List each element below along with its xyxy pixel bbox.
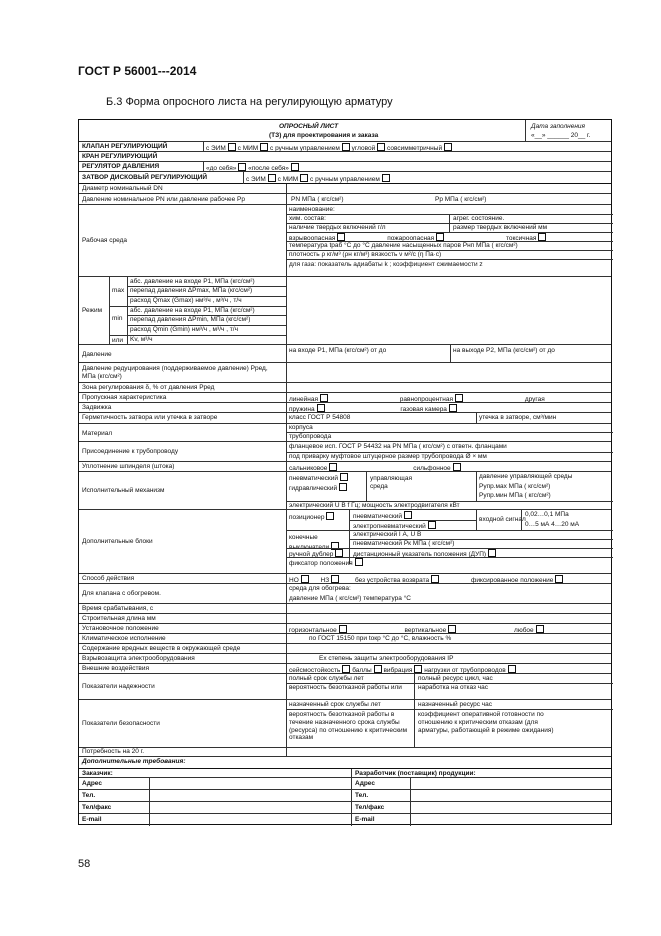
pressure-out[interactable]: на выходе P2, МПа (кгс/см²) от до [453,347,555,354]
pos-pneumatic: пневматический [353,511,412,521]
rel-mtbf[interactable]: наработка на отказ час [418,684,489,691]
checkbox[interactable] [449,404,457,412]
checkbox[interactable] [355,558,363,566]
ext-label: Внешние воздействия [82,665,150,672]
actuator-pmin[interactable]: Pупр.мин МПа ( кгс/см²) [479,492,551,499]
checkbox[interactable] [342,143,350,151]
actuator-control-pressure: давление управляющей среды [479,473,573,480]
type-disc-options: с ЭИМ с МИМ с ручным управлением [246,174,390,184]
form-subtitle: (ТЗ) для проектирования и заказа [269,132,379,139]
mode-kv: Kv, м³/ч [130,336,153,343]
customer-label: Заказчик: [82,770,113,777]
pressure-in[interactable]: на входе P1, МПа (кгс/см²) от до [289,347,387,354]
seal-row [79,462,611,472]
valve-options: пружина газовая камера [289,404,457,414]
medium-gas[interactable]: для газа: показатель адиабаты k ; коэффициент сжимаемости z [289,261,483,268]
limit-switches: конечные выключатели [289,534,345,552]
mode-r3: расход Qmax (Gmax) нм³/ч , м³/ч , т/ч [130,297,242,304]
length-row [79,614,611,624]
input-signal: входной сигнал [479,516,526,523]
medium-chem[interactable]: хим. состав: [289,215,326,222]
reg-label: Давление редуцирования (поддерживаемое давление) Pред, МПа (кгс/см²) [82,365,268,380]
checkbox[interactable] [339,483,347,491]
signal-pressure[interactable]: 0,02…0,1 МПа [525,511,569,518]
checkbox[interactable] [260,143,268,151]
flow-options: линейная равнопроцентная другая [289,396,545,403]
checkbox[interactable] [329,463,337,471]
checkbox[interactable] [337,233,345,241]
checkbox[interactable] [382,174,390,182]
mode-r6: расход Qmin (Gmin) нм³/ч , м³/ч , т/ч [130,326,238,333]
actuator-pneumatic: пневматический [289,473,348,483]
developer-label: Разработчик (поставщик) продукции: [355,770,476,777]
pp-value[interactable]: Pр МПа ( кгс/см²) [435,196,487,203]
rel-life[interactable]: полный срок службы лет [289,675,364,682]
checkbox[interactable] [555,575,563,583]
material-row [79,424,611,442]
material-body[interactable]: корпуса [289,424,313,431]
dn-label: Диаметр номинальный DN [82,185,163,192]
checkbox[interactable] [448,625,456,633]
ext-row [79,664,611,674]
checkbox[interactable] [320,394,328,402]
mode-r4: абс. давление на входе P1, МПа (кгс/см²) [130,307,255,314]
switch-electric[interactable]: электрический I А, U В [353,531,422,538]
conn-label: Присоединение к трубопроводу [82,448,179,455]
developer-phone[interactable]: Тел. [355,792,369,799]
medium-block [79,205,611,277]
checkbox[interactable] [455,394,463,402]
developer-address[interactable]: Адрес [355,780,375,787]
pn-value[interactable]: PN МПа ( кгс/см²) [291,196,344,203]
need-row [79,748,611,757]
medium-solid-size[interactable]: размер твердых включений мм [453,224,548,231]
mode-max: max [112,287,125,294]
pressure-label: Давление [82,351,112,358]
footer-head [79,769,611,778]
climate-value[interactable]: по ГОСТ 15150 при tокр °С до °С, влажность % [309,635,452,642]
checkbox[interactable] [538,233,546,241]
medium-temp[interactable]: температура tраб °С до °С давление насыщенных паров Pнп МПа ( кгс/см²) [289,242,518,249]
type-regulator-row [79,162,611,172]
mode-label: Режим [82,307,103,314]
positioner: позиционер [289,512,334,522]
developer-email[interactable]: E-mail [355,816,375,823]
mode-r2: перепад давления ΔPmax, МПа (кгс/см²) [130,287,253,294]
tight-class[interactable]: класс ГОСТ Р 54808 [289,414,351,421]
pn-label: Давление номинальное PN или давление рабочее Pр [82,196,245,203]
checkbox[interactable] [331,575,339,583]
ext-options: сейсмостойкость баллы вибрация нагрузки от трубопроводов [289,665,516,675]
mode-r1: абс. давление на входе P1, МПа (кгс/см²) [130,278,255,285]
safety-row [79,700,611,748]
actuator-pmax[interactable]: Pупр.мах МПа ( кгс/см²) [479,483,551,490]
time-label: Время срабатывания, с [82,605,154,612]
checkbox[interactable] [228,143,236,151]
type-valve-row [79,142,611,152]
rel-resource[interactable]: полный ресурс цикл, час [418,675,493,682]
pos-electropneumatic: электропневматический [353,521,436,531]
remote-indicator: дистанционный указатель положения (ДУП) [353,549,496,559]
actuator-label: Исполнительный механизм [82,487,165,494]
footer-address [79,778,611,790]
actuator-hydraulic: гидравлический [289,483,347,493]
saf-readiness[interactable]: коэффициент оперативной готовности по отношению к критическим отказам (для арматуры, работающей в режиме ожидания) [418,711,554,734]
checkbox[interactable] [374,665,382,673]
date-value[interactable]: «__» ______ 20__ г. [531,132,591,139]
reg-row [79,363,611,383]
customer-email[interactable]: E-mail [82,816,102,823]
medium-name[interactable]: наименование: [289,206,335,213]
add-row [79,757,611,769]
action-label: Способ действия [82,575,135,582]
type-crane-label: КРАН РЕГУЛИРУЮЩИЙ [82,153,158,160]
saf-life[interactable]: назначенный срок службы лет [289,701,381,708]
type-valve-options: с ЭИМ с МИМ с ручным управлением угловой совсимметричный [206,143,452,153]
tight-row [79,413,611,424]
flow-row [79,393,611,403]
footer-email [79,814,611,825]
climate-label: Климатическое исполнение [82,635,166,642]
reliability-label: Показатели надежности [82,683,155,690]
install-options: горизонтальное вертикальное любое [289,625,544,635]
blocks-label: Дополнительные блоки [82,538,153,545]
checkbox[interactable] [342,665,350,673]
ex-label: Взрывозащита электрооборудования [82,655,195,662]
customer-address[interactable]: Адрес [82,780,102,787]
checkbox[interactable] [300,174,308,182]
section-title: Б.3 Форма опросного листа на регулирующую арматуру [106,96,393,108]
footer-phone [79,790,611,802]
rel-probability[interactable]: вероятность безотказной работы или [289,684,402,691]
climate-row [79,634,611,644]
medium-density[interactable]: плотность ρ кг/м³ (ρн кг/м³) вязкость ν м²/с (η Па·с) [289,251,442,258]
checkbox[interactable] [428,521,436,529]
need-label: Потребность на 20 г. [82,748,145,755]
checkbox[interactable] [536,625,544,633]
add-label: Дополнительные требования: [82,758,186,765]
action-options: НО НЗ без устройства возврата фиксированное положение [289,575,563,585]
tight-leak[interactable]: утечка в затворе, см³/мин [479,414,557,421]
safety-label: Показатели безопасности [82,720,160,727]
actuator-control-medium[interactable]: управляющая среда [370,475,412,490]
checkbox[interactable] [444,143,452,151]
material-pipe[interactable]: трубопровода [289,433,332,440]
checkbox[interactable] [238,163,246,171]
mode-r5: перепад давления ΔPmin, МПа (кгс/см²) [130,316,251,323]
blocks-block [79,510,611,574]
position-lock: фиксатор положения [289,558,363,568]
heat-medium[interactable]: среда для обогрева: [289,585,351,592]
checkbox[interactable] [301,575,309,583]
valve-label: Задвижка [82,404,112,411]
length-label: Строительная длина мм [82,615,156,622]
mode-or: или [112,337,124,344]
medium-label: Рабочая среда [82,237,128,244]
form-title-row [79,120,611,142]
mode-min: min [112,315,123,322]
switch-pneumatic[interactable]: пневматический Pк МПа ( кгс/см²) [353,540,455,547]
mode-block [79,277,611,345]
heat-row [79,584,611,604]
flow-label: Пропускная характеристика [82,394,167,401]
checkbox[interactable] [488,549,496,557]
checkbox[interactable] [339,625,347,633]
zone-label: Зона регулирования δ, % от давления Pред [82,384,215,391]
dn-row [79,184,611,194]
medium-state[interactable]: агрег. состояние. [453,215,505,222]
footer-fax [79,802,611,814]
seal-label: Уплотнение шпинделя (штока) [82,463,175,470]
manual-override: ручной дублер [289,549,343,559]
standard-header: ГОСТ Р 56001---2014 [78,64,197,78]
checkbox[interactable] [340,473,348,481]
checkbox[interactable] [291,163,299,171]
date-label: Дата заполнения [531,123,586,130]
action-row [79,574,611,584]
questionnaire-form [78,119,612,825]
harm-label: Содержание вредных веществ в окружающей среде [82,645,241,652]
heat-label: Для клапана с обогревом. [82,590,161,597]
checkbox[interactable] [268,174,276,182]
checkbox[interactable] [431,575,439,583]
conn-weld[interactable]: под приварку муфтовое штуцерное размер трубопровода Ø × мм [289,453,487,460]
time-row [79,604,611,614]
ex-row [79,654,611,664]
material-label: Материал [82,430,113,437]
saf-resource[interactable]: назначенный ресурс час [418,701,493,708]
actuator-block [79,472,611,510]
checkbox[interactable] [414,665,422,673]
saf-probability[interactable]: вероятность безотказной работы в течение назначенного срока службы (ресурса) по отношению к критическим отказам [289,711,408,742]
reliability-row [79,674,611,700]
ex-value[interactable]: Ex степень защиты электрооборудования IP [319,655,454,662]
medium-solids[interactable]: наличие твердых включений г/л [289,224,386,231]
checkbox[interactable] [404,511,412,519]
tight-label: Герметичность затвора или утечка в затворе [82,414,218,421]
zone-row [79,383,611,393]
type-valve-label: КЛАПАН РЕГУЛИРУЮЩИЙ [82,143,168,150]
checkbox[interactable] [436,233,444,241]
checkbox[interactable] [326,512,334,520]
type-regulator-label: РЕГУЛЯТОР ДАВЛЕНИЯ [82,163,160,170]
checkbox[interactable] [335,549,343,557]
customer-fax[interactable]: Тел/факс [82,804,112,811]
developer-fax[interactable]: Тел/факс [355,804,385,811]
checkbox[interactable] [508,665,516,673]
install-row [79,624,611,634]
customer-phone[interactable]: Тел. [82,792,96,799]
conn-flange[interactable]: фланцевое исп. ГОСТ Р 54432 на PN МПа ( кгс/см²) с ответн. фланцами [289,443,507,450]
page-number: 58 [78,858,91,870]
signal-current[interactable]: 0…5 мА 4…20 мА [525,521,580,528]
pn-row [79,194,611,205]
install-label: Установочное положение [82,625,159,632]
valve-row [79,403,611,413]
checkbox[interactable] [377,143,385,151]
form-title: ОПРОСНЫЙ ЛИСТ [279,123,339,130]
checkbox[interactable] [317,404,325,412]
conn-row [79,442,611,462]
pressure-row [79,345,611,363]
actuator-electric[interactable]: электрический U В f Гц; мощность электродвигателя кВт [289,502,460,509]
type-regulator-options: «до себя» «после себя» [206,163,299,173]
type-disc-label: ЗАТВОР ДИСКОВЫЙ РЕГУЛИРУЮЩИЙ [82,174,208,181]
medium-hazard: взрывоопасная пожароопасная токсичная [289,233,546,243]
harm-row [79,644,611,654]
type-disc-row [79,172,611,184]
heat-params[interactable]: давление МПа ( кгс/см²) температура °С [289,595,411,602]
type-crane-row [79,152,611,162]
checkbox[interactable] [453,463,461,471]
seal-options: сальниковое сильфонное [289,463,461,473]
